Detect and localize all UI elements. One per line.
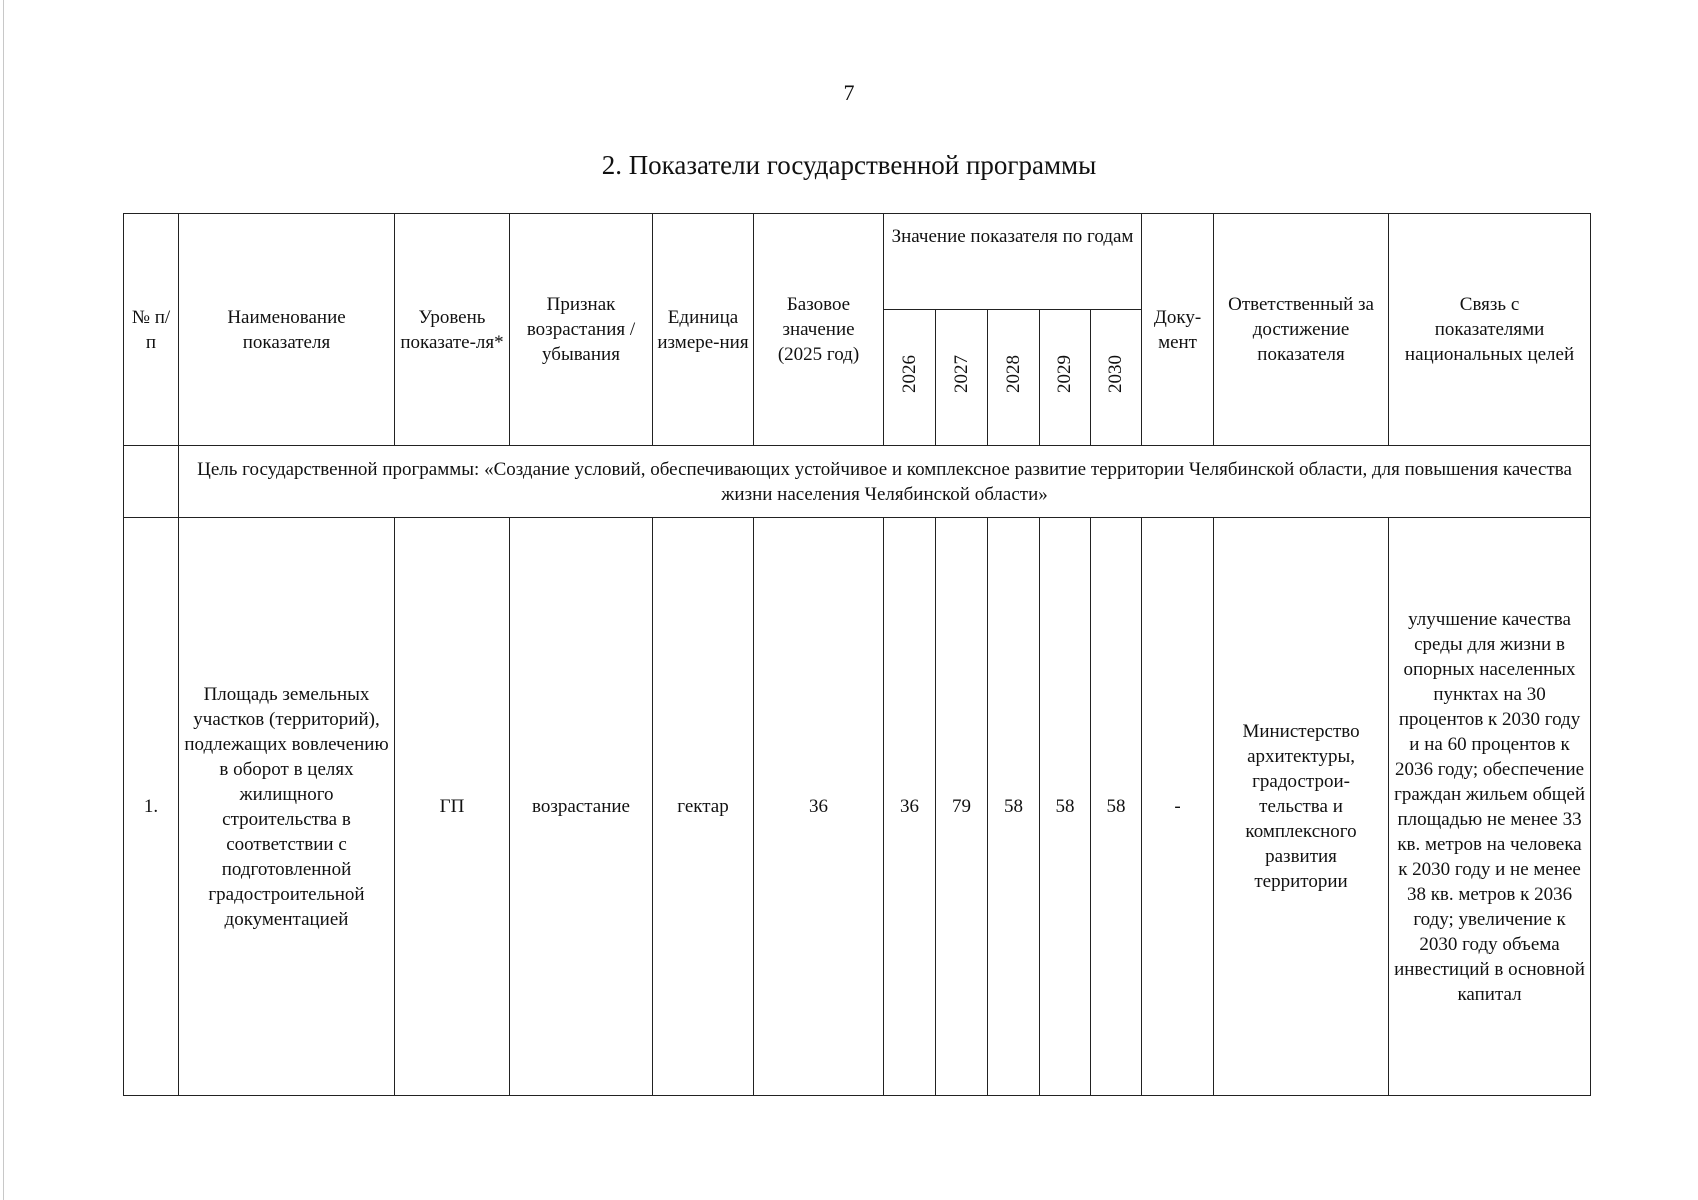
program-goal-text: Цель государственной программы: «Создание условий, обеспечивающих устойчивое и комплексное развитие территории Челябинской области, для повышения качества жизни населения Челябинской области» <box>179 446 1591 518</box>
goal-row-num-cell <box>124 446 179 518</box>
header-year-2028 <box>988 310 1040 446</box>
header-responsible: Ответственный за достижение показателя <box>1214 214 1389 446</box>
header-national-goals-link: Связь с показателями национальных целей <box>1389 214 1591 446</box>
header-year-2029 <box>1040 310 1091 446</box>
table-row <box>124 518 1591 1096</box>
header-year-2030 <box>1091 310 1142 446</box>
row-value-2030: 58 <box>1091 518 1142 1096</box>
row-trend: возрастание <box>510 518 653 1096</box>
header-row-1 <box>124 214 1591 310</box>
header-unit: Единица измере-ния <box>653 214 754 446</box>
row-unit: гектар <box>653 518 754 1096</box>
header-year-2027 <box>936 310 988 446</box>
year-label: 2030 <box>1105 355 1127 393</box>
row-indicator-name: Площадь земельных участков (территорий), подлежащих вовлечению в оборот в целях жилищного строительства в соответствии с подготовленной градостроительной документацией <box>179 518 395 1096</box>
row-level: ГП <box>395 518 510 1096</box>
row-document: - <box>1142 518 1214 1096</box>
row-value-2026: 36 <box>884 518 936 1096</box>
goal-row <box>124 446 1591 518</box>
header-trend: Признак возрастания / убывания <box>510 214 653 446</box>
row-value-2028: 58 <box>988 518 1040 1096</box>
header-year-2026 <box>884 310 936 446</box>
row-responsible: Министерство архитектуры, градострои-тельства и комплексного развития территории <box>1214 518 1389 1096</box>
year-label: 2028 <box>1002 355 1024 393</box>
header-years-group: Значение показателя по годам <box>884 214 1142 310</box>
header-level: Уровень показате-ля* <box>395 214 510 446</box>
row-value-2027: 79 <box>936 518 988 1096</box>
year-label: 2027 <box>950 355 972 393</box>
header-document: Доку-мент <box>1142 214 1214 446</box>
header-num: № п/п <box>124 214 179 446</box>
header-name: Наименование показателя <box>179 214 395 446</box>
page-number: 7 <box>843 80 855 105</box>
row-base-value: 36 <box>754 518 884 1096</box>
year-label: 2026 <box>898 355 920 393</box>
row-num: 1. <box>124 518 179 1096</box>
year-label: 2029 <box>1054 355 1075 393</box>
document-title: 2. Показатели государственной программы <box>601 150 1097 180</box>
row-value-2029: 58 <box>1040 518 1091 1096</box>
row-national-goals-link: улучшение качества среды для жизни в опорных населенных пунктах на 30 процентов к 2030 году и на 60 процентов к 2036 году; обеспечение граждан жильем общей площадью не менее 33 кв. метров на человека к 2030 году и не менее 38 кв. метров к 2036 году; увеличение к 2030 году объема инвестиций в основной капитал <box>1389 518 1591 1096</box>
indicators-table <box>123 213 1591 1096</box>
header-base: Базовое значение (2025 год) <box>754 214 884 446</box>
